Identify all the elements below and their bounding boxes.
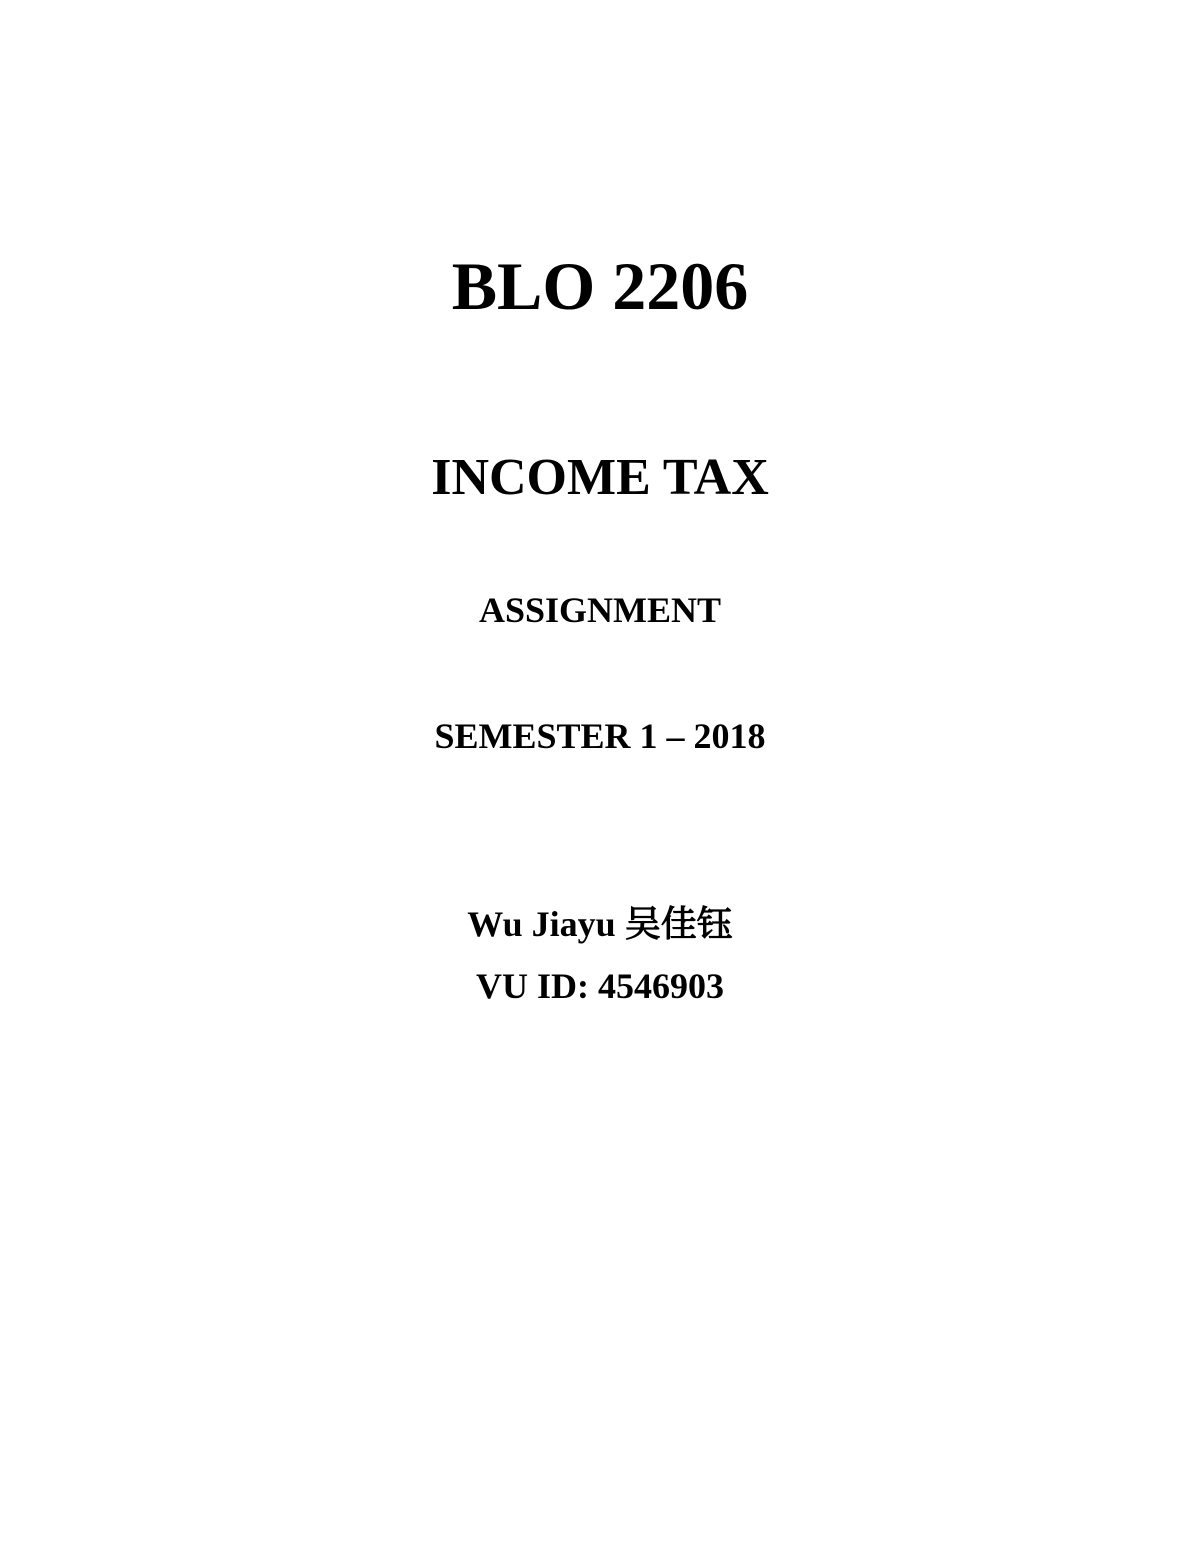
student-name — [0, 906, 1200, 943]
document-type: ASSIGNMENT — [478, 590, 722, 630]
student-id: VU ID: 4546903 — [476, 966, 724, 1006]
course-code: BLO 2206 — [451, 248, 749, 324]
student-name-latin: Wu Jiayu — [467, 904, 616, 944]
student-name-chinese: 吴佳钰 — [624, 904, 733, 945]
course-title: INCOME TAX — [431, 449, 769, 506]
semester-label: SEMESTER 1 – 2018 — [434, 716, 766, 756]
